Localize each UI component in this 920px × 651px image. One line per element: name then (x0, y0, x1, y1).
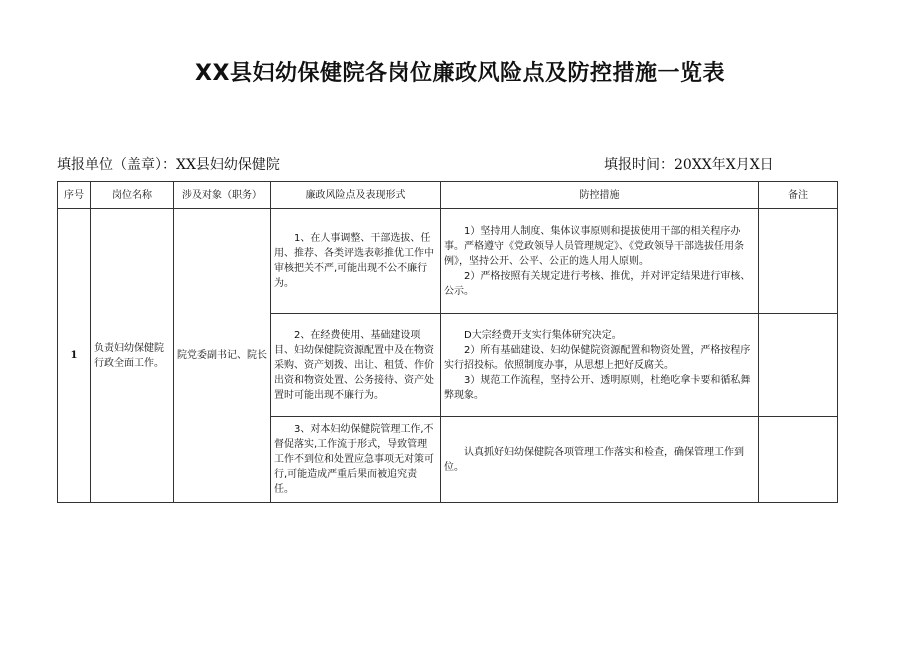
table-row (58, 209, 838, 314)
risk-point-3: 3、对本妇幼保健院管理工作,不督促落实,工作流于形式，导致管理工作不到位和处置应急事项无对策可行,可能造成严重后果而被追究责任。 (271, 417, 441, 503)
remark-2 (759, 314, 838, 417)
header-measures: 防控措施 (441, 182, 759, 209)
reporting-date: 填报时间：20XX年X月X日 (604, 157, 774, 173)
measure-1-2: 2）严格按照有关规定进行考核、推优，并对评定结果进行审核、公示。 (444, 270, 751, 297)
measure-cell-3 (441, 417, 759, 503)
measure-2-1: D大宗经费开支实行集体研究决定。 (464, 329, 622, 341)
post-name: 负责妇幼保健院行政全面工作。 (91, 209, 174, 503)
measure-1-1: 1）坚持用人制度、集体议事原则和提拔使用干部的相关程序办事。严格遵守《党政领导人员管理规定》、《党政领导干部选拔任用条例》，坚持公开、公平、公正的选人用人原则。 (444, 225, 744, 267)
header-remark: 备注 (759, 182, 838, 209)
page-title: XX县妇幼保健院各岗位廉政风险点及防控措施一览表 (195, 61, 725, 86)
header-risk: 廉政风险点及表现形式 (271, 182, 441, 209)
measure-cell-1 (441, 209, 759, 314)
row-number: 1 (58, 209, 91, 503)
measure-2-3: 3）规范工作流程，坚持公开、透明原则，杜绝吃拿卡要和循私舞弊现象。 (444, 374, 751, 401)
measure-3-1: 认真抓好妇幼保健院各项管理工作落实和检查，确保管理工作到位。 (444, 446, 744, 473)
measure-cell-2 (441, 314, 759, 417)
remark-3 (759, 417, 838, 503)
remark-1 (759, 209, 838, 314)
risk-point-2: 2、在经费使用、基础建设项目、妇幼保健院资源配置中及在物资采购、资产划拨、出让、租赁、作价出资和物资处置、公务接待、资产处置时可能出现不廉行为。 (271, 314, 441, 417)
header-no: 序号 (58, 182, 91, 209)
header-object: 涉及对象（职务） (174, 182, 271, 209)
risk-point-1: 1、在人事调整、干部选拔、任用、推荐、各类评选表彰推优工作中审核把关不严,可能出现不公不廉行为。 (271, 209, 441, 314)
risk-table (57, 181, 838, 503)
header-post: 岗位名称 (91, 182, 174, 209)
reporting-unit: 填报单位（盖章）：XX县妇幼保健院 (57, 157, 280, 173)
involved-object: 院党委副书记、院长 (174, 209, 271, 503)
measure-2-2: 2）所有基础建设、妇幼保健院资源配置和物资处置，严格按程序实行招投标。依照制度办事，从思想上把好反腐关。 (444, 344, 751, 371)
table-header-row (58, 182, 838, 209)
